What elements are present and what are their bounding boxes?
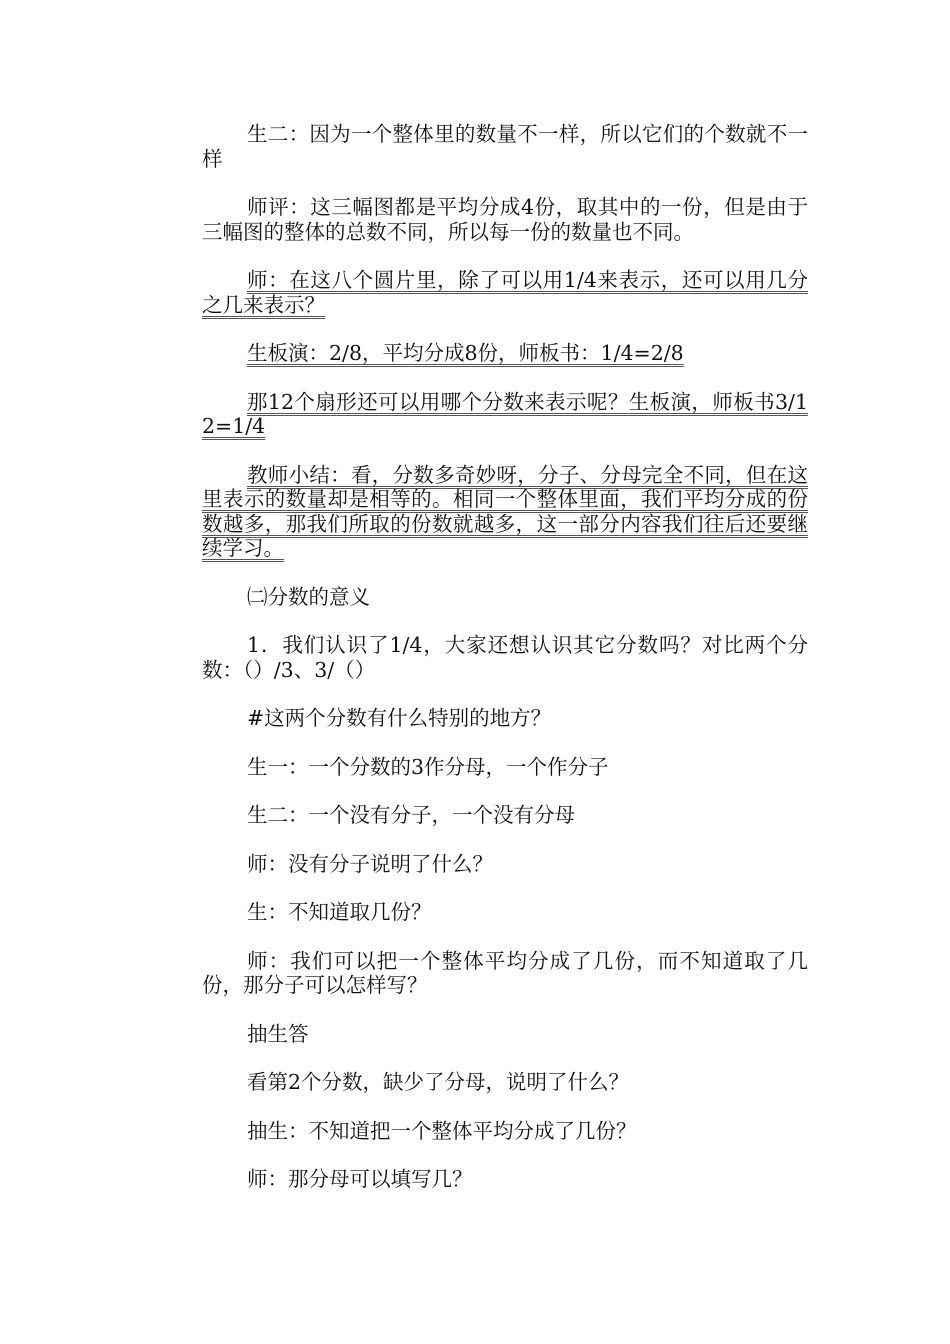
document-page bbox=[202, 122, 808, 1216]
paragraph-13-text: 生：不知道取几份？ bbox=[247, 900, 432, 924]
paragraph-15-text: 抽生答 bbox=[247, 1021, 309, 1046]
paragraph-12-text: 师：没有分子说明了什么？ bbox=[247, 851, 493, 876]
paragraph-12 bbox=[202, 852, 808, 877]
paragraph-8 bbox=[202, 633, 808, 682]
paragraph-11-text: 生二：一个没有分子，一个没有分母 bbox=[247, 803, 575, 827]
paragraph-14 bbox=[202, 949, 808, 998]
paragraph-17-text: 抽生：不知道把一个整体平均分成了几份？ bbox=[247, 1118, 637, 1143]
paragraph-8-text: 1．我们认识了1/4，大家还想认识其它分数吗？对比两个分数：（）/3、3/（） bbox=[202, 633, 808, 682]
paragraph-16-text: 看第2个分数，缺少了分母，说明了什么？ bbox=[247, 1070, 630, 1094]
paragraph-16 bbox=[202, 1070, 808, 1095]
paragraph-18-text: 师：那分母可以填写几？ bbox=[247, 1167, 473, 1191]
paragraph-2 bbox=[202, 195, 808, 244]
paragraph-10 bbox=[202, 755, 808, 780]
paragraph-18 bbox=[202, 1167, 808, 1192]
paragraph-2-text: 师评：这三幅图都是平均分成4份，取其中的一份，但是由于三幅图的整体的总数不同，所以每一份的数量也不同。 bbox=[202, 195, 808, 244]
paragraph-5-text: 那12个扇形还可以用哪个分数来表示呢？生板演，师板书3/12=1/4 bbox=[202, 389, 808, 438]
paragraph-5 bbox=[202, 390, 808, 439]
paragraph-4-text: 生板演：2/8，平均分成8份，师板书：1/4=2/8 bbox=[247, 341, 684, 365]
paragraph-6 bbox=[202, 463, 808, 561]
paragraph-4 bbox=[202, 341, 808, 366]
paragraph-3-text: 师：在这八个圆片里，除了可以用1/4来表示，还可以用几分之几来表示？ bbox=[202, 268, 808, 317]
paragraph-17 bbox=[202, 1119, 808, 1144]
paragraph-6-text: 教师小结：看，分数多奇妙呀，分子、分母完全不同，但在这里表示的数量却是相等的。相同一个整体里面，我们平均分成的份数越多，那我们所取的份数就越多，这一部分内容我们往后还要继续学习。 bbox=[202, 462, 808, 560]
paragraph-3 bbox=[202, 268, 808, 317]
paragraph-13 bbox=[202, 900, 808, 925]
section-heading-text: ㈡分数的意义 bbox=[247, 584, 370, 609]
paragraph-9 bbox=[202, 706, 808, 731]
section-heading bbox=[202, 585, 808, 610]
paragraph-14-text: 师：我们可以把一个整体平均分成了几份，而不知道取了几份，那分子可以怎样写？ bbox=[202, 948, 808, 997]
paragraph-1 bbox=[202, 122, 808, 171]
paragraph-9-text: #这两个分数有什么特别的地方？ bbox=[247, 706, 552, 730]
paragraph-15 bbox=[202, 1022, 808, 1047]
paragraph-11 bbox=[202, 803, 808, 828]
paragraph-1-text: 生二：因为一个整体里的数量不一样，所以它们的个数就不一样 bbox=[202, 122, 808, 171]
paragraph-10-text: 生一：一个分数的3作分母，一个作分子 bbox=[247, 754, 609, 779]
